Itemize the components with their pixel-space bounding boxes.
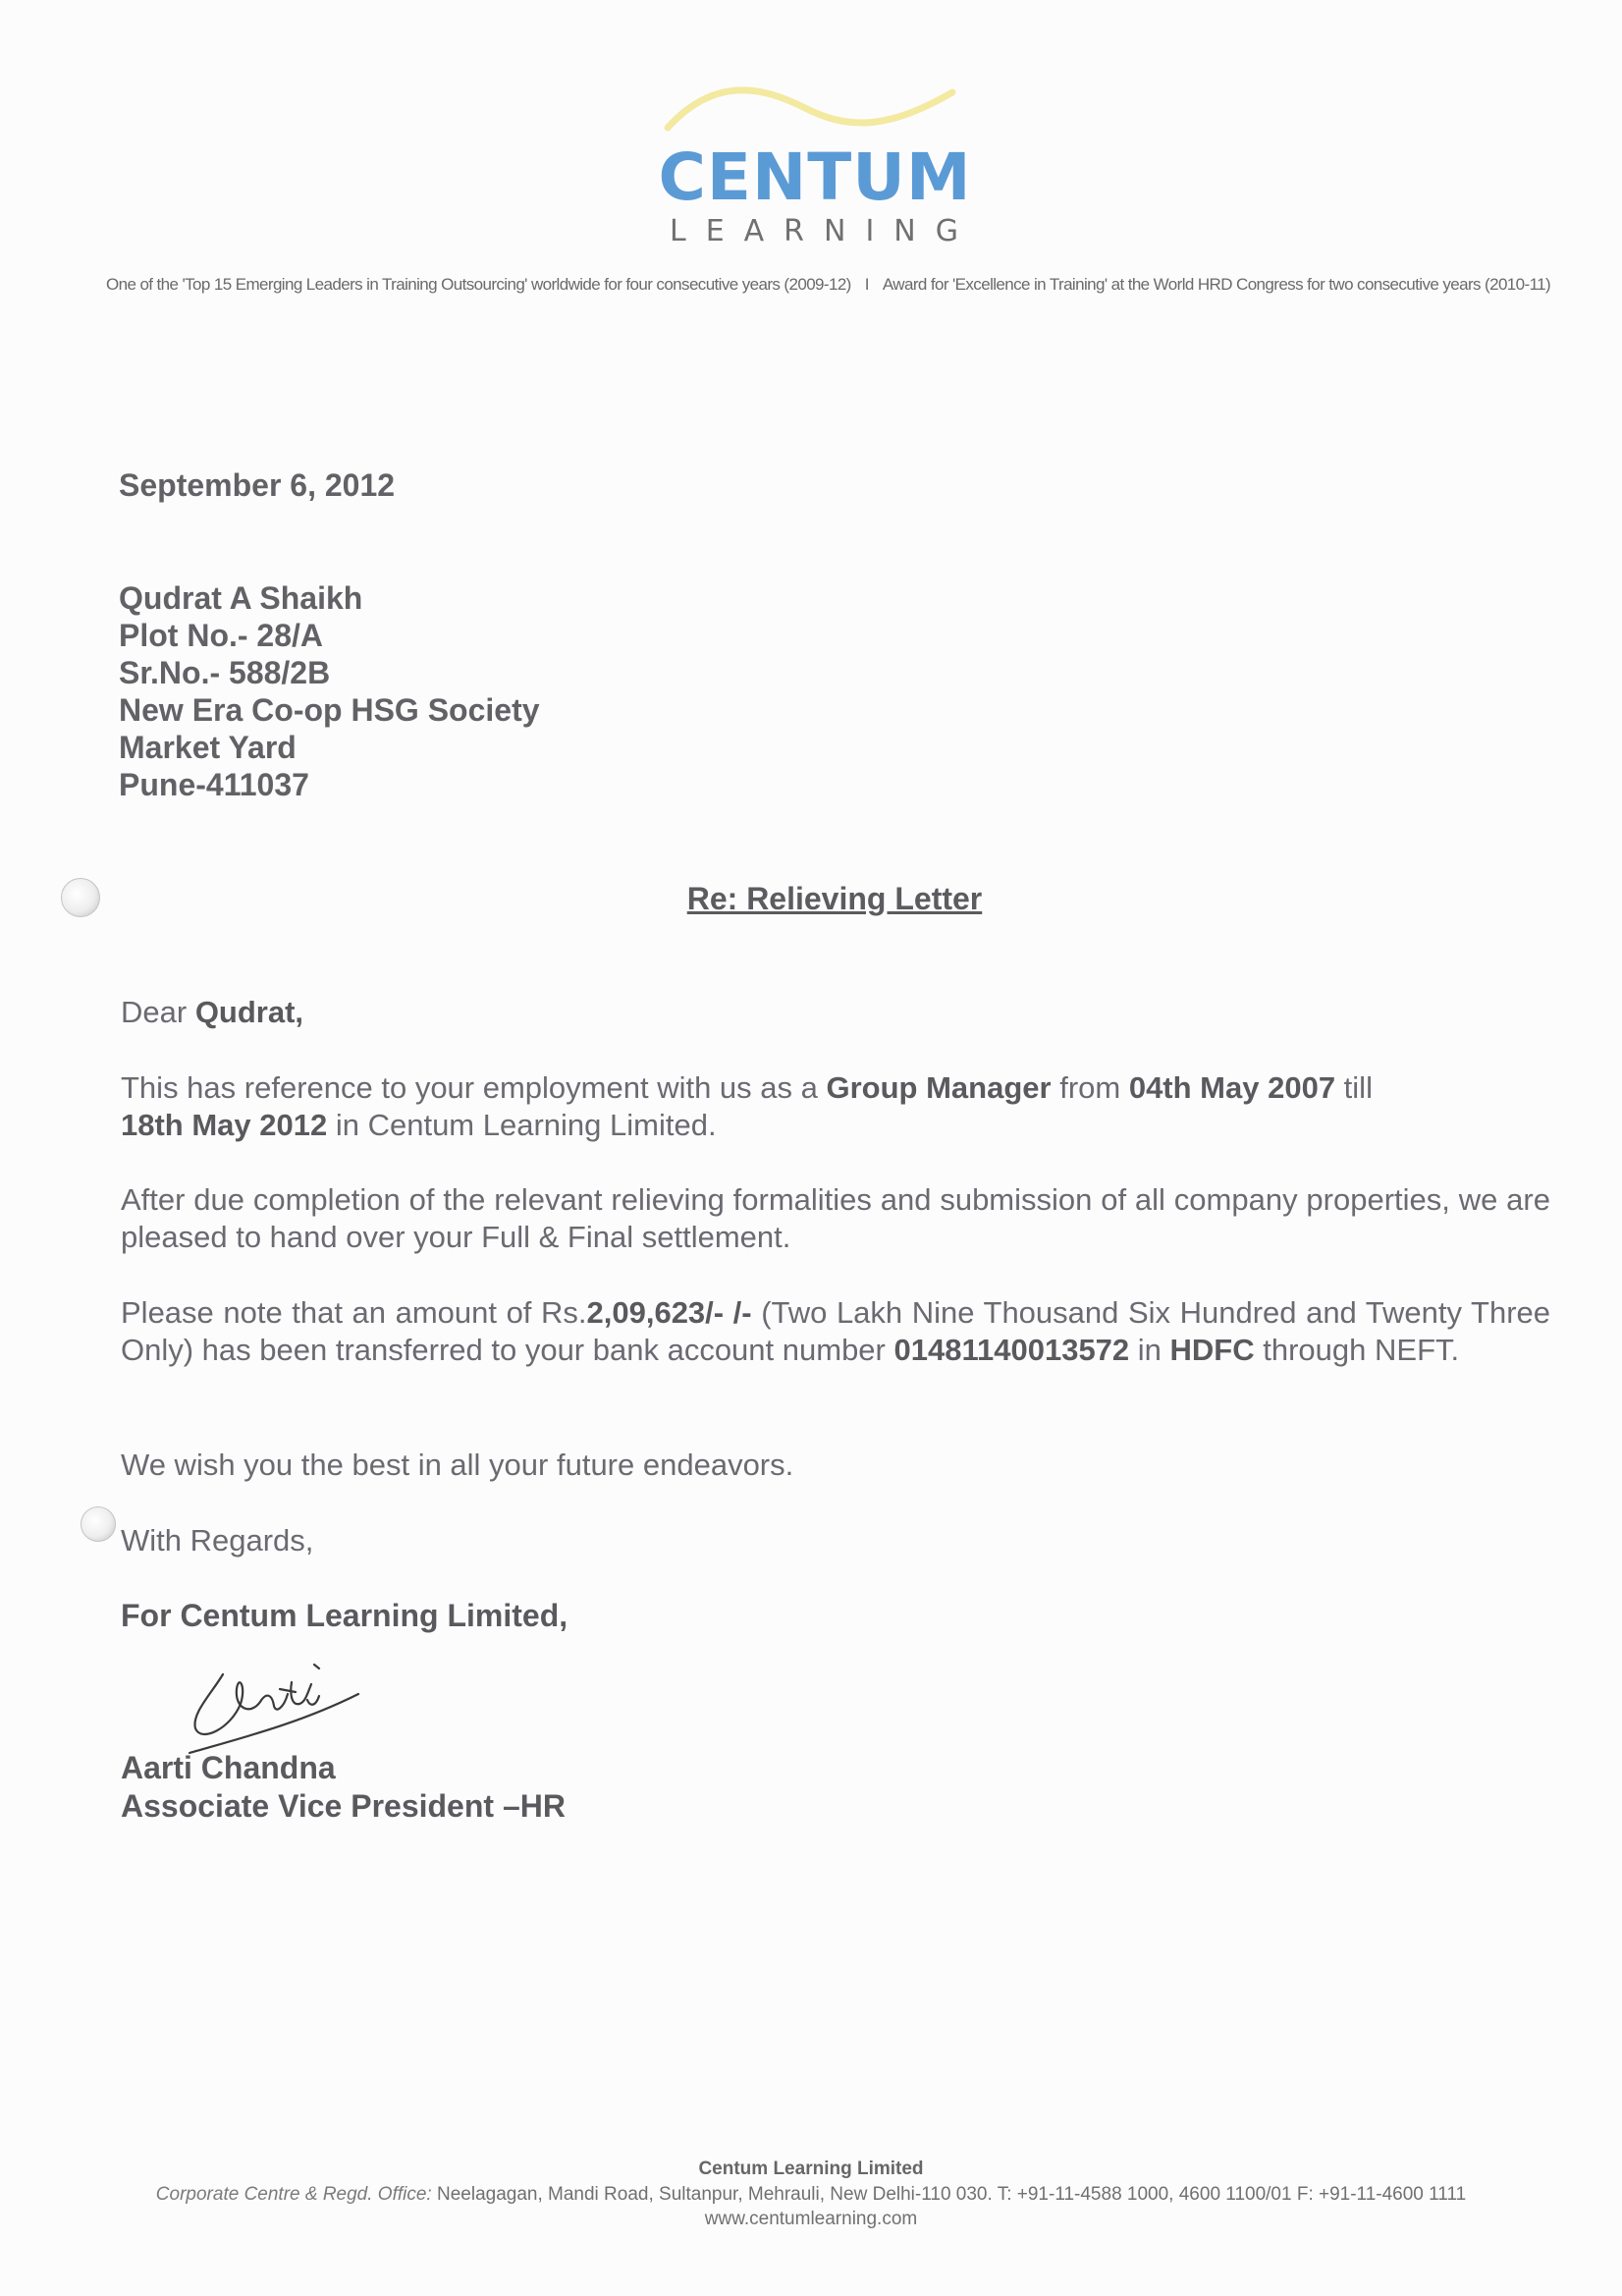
handwritten-signature [182,1635,368,1763]
greeting: Dear Qudrat, [121,995,304,1029]
tagline-separator: I [864,275,869,294]
footer-company: Centum Learning Limited [698,2159,924,2179]
address-line: Pune-411037 [119,767,309,802]
closing-regards: With Regards, [121,1523,314,1558]
paragraph-payment: Please note that an amount of Rs.2,09,623/- /- (Two Lakh Nine Thousand Six Hundred and Twenty Three Only) has been transferred to your bank account number 01481140013572 in HDFC through NEFT. [121,1295,1551,1367]
footer-office-label: Corporate Centre & Regd. Office: [155,2184,432,2205]
role: Group Manager [826,1070,1052,1105]
address-line: Sr.No.- 588/2B [119,655,331,690]
letter-footer [0,2159,1622,2230]
company-logo [648,79,982,255]
tagline-right: Award for 'Excellence in Training' at the World HRD Congress for two consecutive years (2010-11) [882,275,1551,294]
logo-wordmark: CENTUM [658,139,972,215]
paragraph-wishes: We wish you the best in all your future endeavors. [121,1448,794,1482]
address-line: Plot No.- 28/A [119,618,324,653]
tagline-left: One of the 'Top 15 Emerging Leaders in Training Outsourcing' worldwide for four consecutive years (2009-12) [106,275,851,294]
signoff-company: For Centum Learning Limited, [121,1598,568,1633]
address-line: Market Yard [119,730,297,765]
end-date: 18th May 2012 [121,1108,328,1142]
footer-website: www.centumlearning.com [704,2209,918,2229]
paragraph-settlement: After due completion of the relevant relieving formalities and submission of all company properties, we are pleased to hand over your Full & Final settlement. [121,1182,1550,1254]
recipient-address [119,579,540,803]
bank-name: HDFC [1169,1333,1255,1367]
signatory-name: Aarti Chandna [121,1750,336,1785]
start-date: 04th May 2007 [1128,1070,1336,1105]
signatory [121,1749,566,1826]
logo-subtext: LEARNING [669,214,978,248]
header-tagline [106,275,1551,295]
paragraph-employment: This has reference to your employment with us as a Group Manager from 04th May 2007 till 18th May 2012 in Centum Learning Limited. [121,1070,1373,1142]
footer-address: Corporate Centre & Regd. Office: Neelagagan, Mandi Road, Sultanpur, Mehrauli, New Delhi-110 030. T: +91-11-4588 1000, 4600 1100/01 F: +91-11-4600 1111 [155,2184,1467,2205]
recipient-first-name: Qudrat, [194,995,304,1029]
punch-hole [81,1506,116,1542]
signatory-title: Associate Vice President –HR [121,1788,566,1824]
letter-subject: Re: Relieving Letter [686,881,983,916]
address-line: Qudrat A Shaikh [119,580,363,616]
letter-date: September 6, 2012 [119,467,396,503]
address-line: New Era Co-op HSG Society [119,692,540,728]
account-number: 01481140013572 [893,1333,1130,1367]
amount: 2,09,623/- /- [586,1295,752,1330]
